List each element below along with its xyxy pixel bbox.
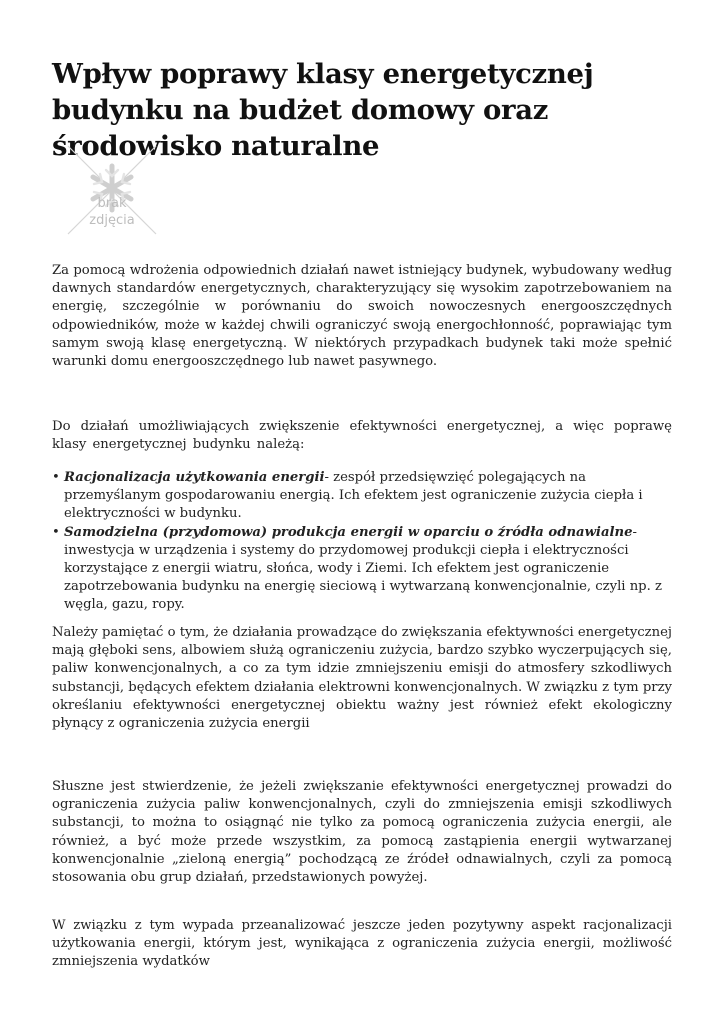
paragraph-green-energy [52,778,672,887]
actions-list [52,469,677,615]
paragraph-list-intro [52,418,672,454]
list-item-term: Racjonalizacja użytkowania energii [64,470,325,485]
paragraph-text: Słuszne jest stwierdzenie, że jeżeli zwiększanie efektywności energetycznej prowadzi do ograniczenia zużycia paliw konwencjonalnych, czyli do zmniejszenia emisji szkodliwych substancji, to można to osiągnąć nie tylko za pomocą ograniczenia zużycia energii, ale również, a być może przede wszystkim, za pomocą zastąpienia energii wytwarzanej konwencjonalnie „zieloną energią” pochodzącą ze źródeł odnawialnych, czyli za pomocą stosowania obu grup działań, przedstawionych powyżej. [52,779,672,886]
page-title: Wpływ poprawy klasy energetycznej budynku na budżet domowy oraz środowisko naturalne [52,58,594,162]
list-item-description: - inwestycja w urządzenia i systemy do przydomowej produkcji ciepła i elektryczności korzystające z energii wiatru, słońca, wody i Ziemi. Ich efektem jest ograniczenie zapotrzebowania budynku na energię sieciową i wytwarzaną konwencjonalnie, czyli np. z węgla, gazu, ropy. [64,524,662,613]
paragraph-ecology [52,624,672,733]
bullet: • [52,470,60,485]
snowflake-icon [66,144,158,236]
image-placeholder [66,144,158,236]
list-item [52,469,677,524]
list-item-term: Samodzielna (przydomowa) produkcja energii w oparciu o źródła odnawialne [64,524,633,540]
paragraph-expenses [52,917,672,972]
paragraph-text: Należy pamiętać o tym, że działania prowadzące do zwiększania efektywności energetycznej mają głęboki sens, albowiem służą ograniczeniu zużycia, bardzo szybko wyczerpujących się, paliw konwencjonalnych, a co za tym idzie zmniejszeniu emisji do atmosfery szkodliwych substancji, będących efektem działania elektrowni konwencjonalnych. W związku z tym przy określaniu efektywności energetycznej obiektu ważny jest również efekt ekologiczny płynący z ograniczenia zużycia energii [52,625,672,732]
list-item [52,524,677,615]
bullet: • [52,524,60,540]
placeholder-text-line2: zdjęcia [89,213,135,228]
list-item-description: - zespół przedsięwzięć polegających na przemyślanym gospodarowaniu energią. Ich efektem jest ograniczenie zużycia ciepła i elektryczności w budynku. [64,470,643,522]
placeholder-text-line1: brak [97,196,127,211]
paragraph-text: Za pomocą wdrożenia odpowiednich działań nawet istniejący budynek, wybudowany według dawnych standardów energetycznych, charakteryzujący się wysokim zapotrzebowaniem na energię, szczególnie w porównaniu do swoich nowoczesnych energooszczędnych odpowiedników, może w każdej chwili ograniczyć swoją energochłonność, poprawiając tym samym swoją klasę energetyczną. W niektórych przypadkach budynek taki może spełnić warunki domu energooszczędnego lub nawet pasywnego. [52,263,672,370]
paragraph-text: W związku z tym wypada przeanalizować jeszcze jeden pozytywny aspekt racjonalizacji użytkowania energii, którym jest, wynikająca z ograniczenia zużycia energii, możliwość zmniejszenia wydatków [52,918,672,970]
paragraph-text: Do działań umożliwiających zwiększenie efektywności energetycznej, a więc poprawę klasy energetycznej budynku należą: [52,419,672,453]
paragraph-intro [52,262,672,371]
